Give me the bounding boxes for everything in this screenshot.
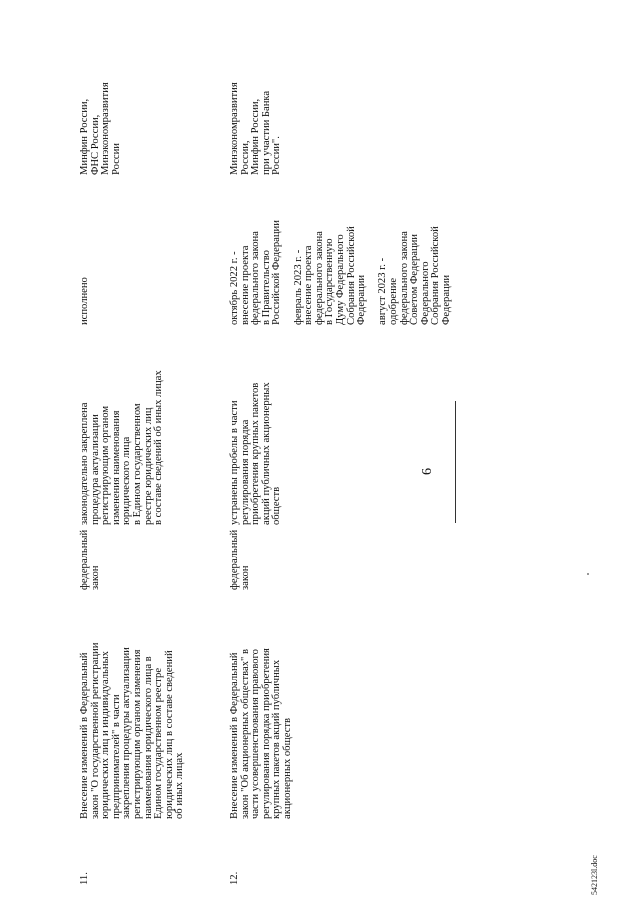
row-12-number: 12. [229, 871, 240, 885]
row-11-number: 11. [79, 872, 90, 885]
row-12-result: устранены пробелы в части регулирования порядка приобретения крупных пакетов акций публичных акционерных обществ [229, 382, 283, 525]
scan-speck [587, 573, 589, 575]
separator-line [455, 401, 456, 523]
row-11-responsible: Минфин России, ФНС России, Минэкономразвития России [79, 82, 122, 175]
row-11-act-type: федеральный закон [79, 529, 101, 590]
page-number: 6 [420, 468, 435, 475]
row-12-deadline: октябрь 2022 г. - внесение проекта федерального закона в Правительство Российской Федерации февраль 2023 г. - внесение проекта федерального закона в Государственную Думу Федерального Собрания Российской Федерации август 2023 г. - одобрение федерального закона Советом Федерации Федерального Собрания Российской Федерации [229, 220, 452, 325]
footer-file-ref: 542123l.doc [590, 855, 599, 895]
row-11-deadline: исполнено [79, 277, 90, 325]
row-12-description: Внесение изменений в Федеральный закон "Об акционерных обществах" в части усовершенствования правового регулирования порядка приобретения крупных пакетов акций публичных акционерных обществ [229, 648, 293, 819]
row-12-responsible: Минэкономразвития России, Минфин России, при участии Банка России". [229, 82, 283, 175]
row-11-result: законодательно закреплена процедура актуализации регистрирующим органом изменения наименования юридического лица в Едином государственном реестре юридических лиц в составе сведений об иных лицах [79, 370, 165, 525]
row-12-act-type: федеральный закон [229, 529, 251, 590]
row-11-description: Внесение изменений в Федеральный закон "О государственной регистрации юридических лиц и индивидуальных предпринимателей" в части закрепления процедуры актуализации регистрирующим органом изменения наименования юридического лица в Едином государственном реестре юридических лиц в составе сведений об иных лицах [79, 642, 186, 819]
